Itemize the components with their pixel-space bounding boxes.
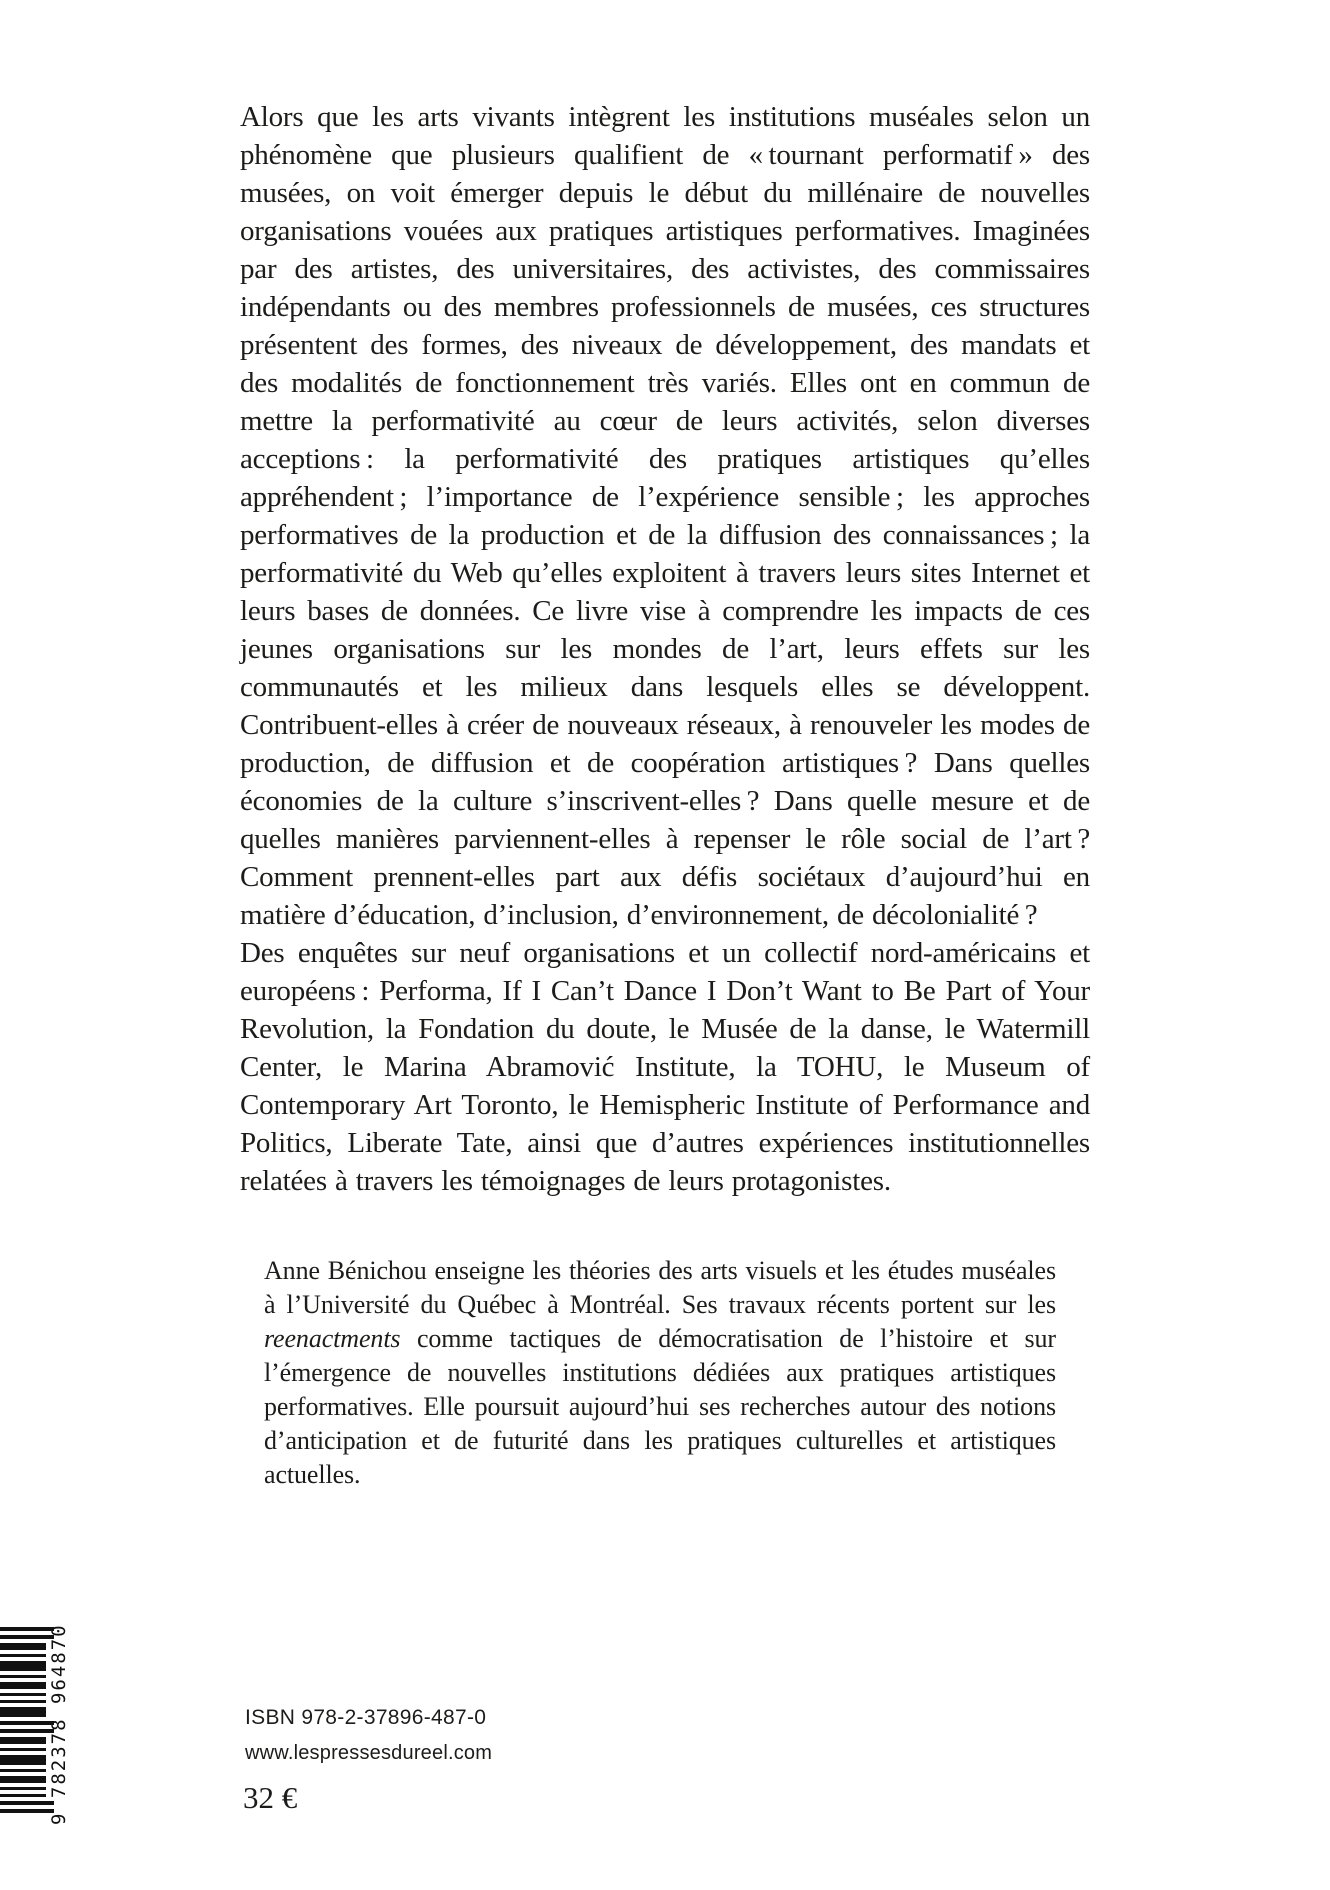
barcode-number: 9 782378 964870	[48, 1623, 70, 1825]
bio-text-after: comme tactiques de démocratisation de l’histoire et sur l’émergence de nouvelles institutions dédiées aux pratiques artistiques performatives. Elle poursuit aujourd’hui ses recherches autour des notions d’anticipation et de futurité dans les pratiques culturelles et artistiques actuelles.	[264, 1324, 1056, 1489]
bio-text-before: Anne Bénichou enseigne les théories des arts visuels et les études muséales à l’Université du Québec à Montréal. Ses travaux récents portent sur les	[264, 1256, 1056, 1319]
author-bio	[264, 1254, 1056, 1492]
website-url: www.lespressesdureel.com	[245, 1742, 493, 1764]
bio-italic-term: reenactments	[264, 1324, 401, 1353]
synopsis-paragraph: Alors que les arts vivants intègrent les institutions muséales selon un phénomène que plusieurs qualifient de « tournant performatif » des musées, on voit émerger depuis le début du millénaire de nouvelles organisations vouées aux pratiques artistiques performatives. Imaginées par des artistes, des universitaires, des activistes, des commissaires indépendants ou des membres professionnels de musées, ces structures présentent des formes, des niveaux de développement, des mandats et des modalités de fonctionnement très variés. Elles ont en commun de mettre la performativité au cœur de leurs activités, selon diverses acceptions : la performativité des pratiques artistiques qu’elles appréhendent ; l’importance de l’expérience sensible ; les approches performatives de la production et de la diffusion des connaissances ; la performativité du Web qu’elles exploitent à travers leurs sites Internet et leurs bases de données. Ce livre vise à comprendre les impacts de ces jeunes organisations sur les mondes de l’art, leurs effets sur les communautés et les milieux dans lesquels elles se développent. Contribuent-elles à créer de nouveaux réseaux, à renouveler les modes de production, de diffusion et de coopération artistiques ? Dans quelles économies de la culture s’inscrivent-elles ? Dans quelle mesure et de quelles manières parviennent-elles à repenser le rôle social de l’art ? Comment prennent-elles part aux défis sociétaux d’aujourd’hui en matière d’éducation, d’inclusion, d’environnement, de décolonialité ?	[240, 101, 1090, 931]
organizations-paragraph: Des enquêtes sur neuf organisations et un collectif nord-américains et européens : Performa, If I Can’t Dance I Don’t Want to Be Part of Your Revolution, la Fondation du doute, le Musée de la danse, le Watermill Center, le Marina Abramović Institute, la TOHU, le Museum of Contemporary Art Toronto, le Hemispheric Institute of Performance and Politics, Liberate Tate, ainsi que d’autres expériences institutionnelles relatées à travers les témoignages de leurs protagonistes.	[240, 937, 1090, 1197]
back-cover-text	[240, 98, 1090, 1492]
isbn-text: ISBN 978-2-37896-487-0	[245, 1706, 487, 1729]
barcode	[0, 1623, 72, 1828]
price-text: 32 €	[243, 1780, 298, 1815]
